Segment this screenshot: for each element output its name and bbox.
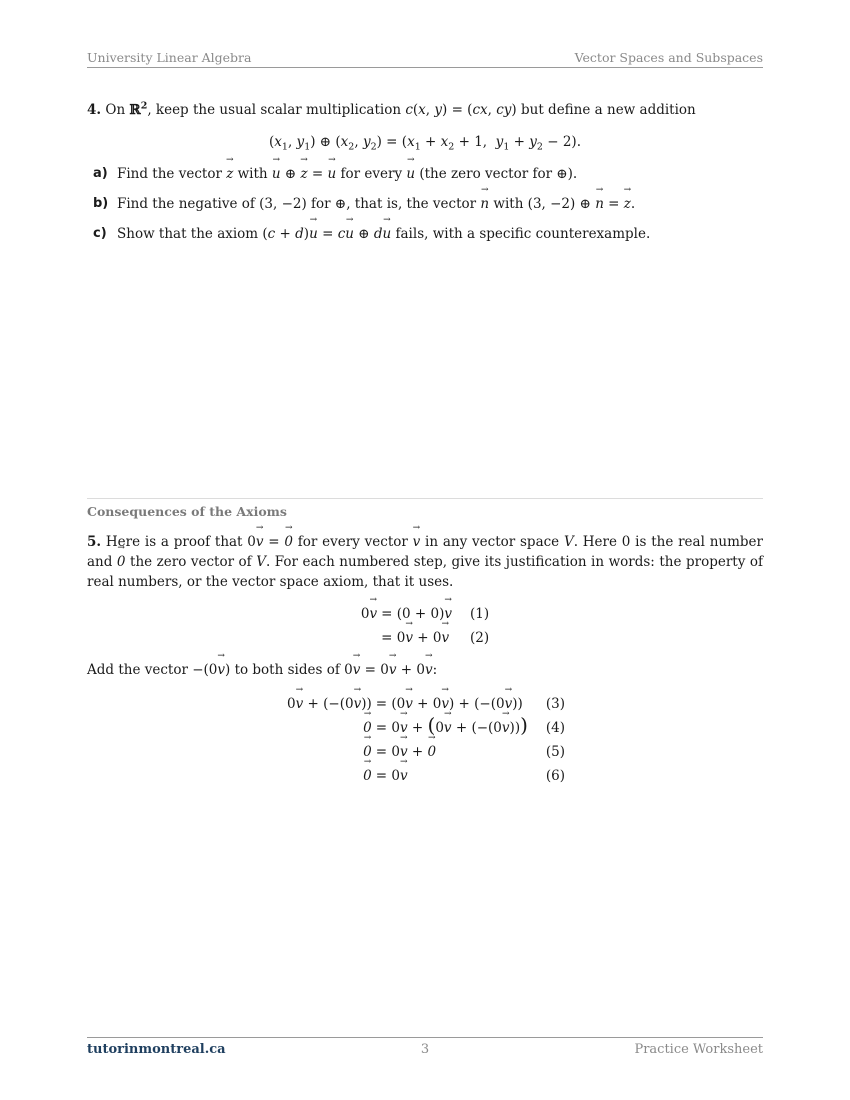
add-vector-instruction: Add the vector −(0→ v) to both sides of 0→ v = 0→ v + 0→ v: bbox=[87, 660, 763, 680]
problem-5-number: 5. bbox=[87, 534, 102, 550]
proof-step-2: = 0→ v + 0→ v (2) bbox=[361, 626, 489, 650]
proof-step-4: → 0 = 0→ v + (0→ v + (−(0→ v))) (4) bbox=[287, 716, 565, 740]
eq-number-1: (1) bbox=[469, 606, 490, 622]
eq-number-4: (4) bbox=[545, 720, 566, 736]
problem-4a: a) Find the vector → z with → u ⊕ → z = → u for every → u (the zero vector for ⊕). bbox=[87, 164, 763, 184]
new-addition-formula: ($x_1$, $y_1$) ⊕ ($x_2$, $y_2) = (x_1 + x_2 + 1$, $y_1 + y_2 - 2$). bbox=[269, 134, 581, 153]
proof-steps-3-6 bbox=[287, 692, 565, 788]
proof-step-5: → 0 = 0→ v + → 0 (5) bbox=[287, 740, 565, 764]
section-title: Consequences of the Axioms bbox=[87, 504, 287, 519]
header-topic-title: Vector Spaces and Subspaces bbox=[574, 50, 763, 65]
eq-number-6: (6) bbox=[545, 768, 566, 784]
problem-4c-label: c) bbox=[93, 226, 107, 241]
page-number: 3 bbox=[420, 1042, 430, 1057]
problem-4 bbox=[87, 100, 763, 254]
proof-steps-1-2 bbox=[361, 602, 489, 650]
footer-divider bbox=[87, 1037, 763, 1038]
problem-4a-label: a) bbox=[93, 166, 108, 181]
problem-4b: b) Find the negative of (3, −2) for ⊕, that is, the vector → n with (3, −2) ⊕ → n = → z. bbox=[87, 194, 763, 214]
header-divider bbox=[87, 67, 763, 68]
eq-number-3: (3) bbox=[545, 696, 566, 712]
footer-worksheet-label: Practice Worksheet bbox=[634, 1042, 763, 1057]
section-divider bbox=[87, 498, 763, 499]
proof-step-1: 0→ v = (0 + 0)→ v (1) bbox=[361, 602, 489, 626]
reals-symbol: ℝ$^2$ bbox=[129, 100, 148, 118]
scalar-mult-formula: c bbox=[405, 102, 413, 118]
eq-number-5: (5) bbox=[545, 744, 566, 760]
eq-number-2: (2) bbox=[469, 630, 490, 646]
problem-4-number: 4. bbox=[87, 102, 102, 118]
proof-step-3: 0→ v + (−(0→ v)) = (0→ v + 0→ v) + (−(0→ v)) (3) bbox=[287, 692, 565, 716]
proof-step-6: → 0 = 0→ v (6) bbox=[287, 764, 565, 788]
problem-5-statement: 5. Here is a proof that 0→ v = → 0 for every vector → v in any vector space V. Here 0 is the real number and → 0 the zero vector of V. For each numbered step, give its justification in words: the property of real numbers, or the vector space axiom, that it uses. bbox=[87, 532, 763, 592]
problem-5 bbox=[87, 532, 763, 788]
footer-site-link[interactable]: tutorinmontreal.ca bbox=[87, 1042, 226, 1057]
problem-4b-label: b) bbox=[93, 196, 109, 211]
problem-4c: c) Show that the axiom (c + d)→ u = c→ u ⊕ d→ u fails, with a specific counterexample. bbox=[87, 224, 763, 244]
problem-4-statement: 4. On ℝ$^2$, keep the usual scalar multiplication c(x, y) = (cx, cy) but define a new addition bbox=[87, 100, 696, 118]
header-course-title: University Linear Algebra bbox=[87, 50, 252, 65]
